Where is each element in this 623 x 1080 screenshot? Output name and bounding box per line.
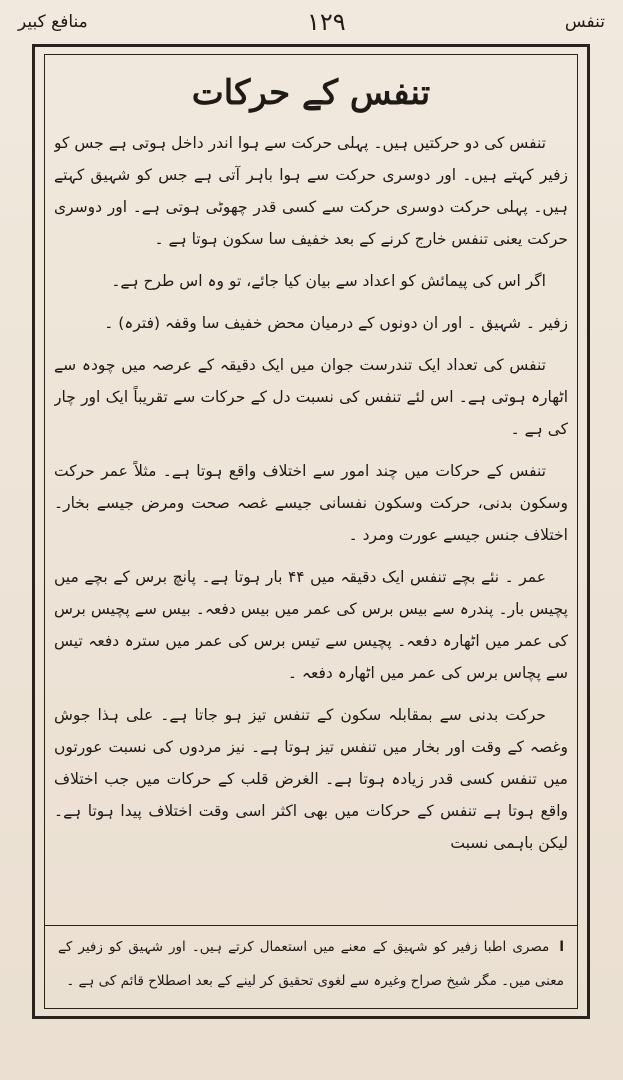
page-number: ۱۲۹ [306, 8, 346, 36]
running-head-book-title: منافع کبیر [18, 12, 88, 32]
paragraph: عمر ۔ نئے بچے تنفس ایک دقیقہ میں ۴۴ بار ہوتا ہے۔ پانچ برس کے بچے میں پچیس بار۔ پندرہ سے بیس برس کی عمر میں بیس دفعہ۔ بیس سے پچیس برس کی عمر میں اٹھارہ دفعہ۔ پچیس سے تیس برس کی عمر میں سترہ دفعہ تیس سے پچاس برس کی عمر میں اٹھارہ دفعہ ۔ [54, 568, 568, 682]
paragraph: زفیر ۔ شہیق ۔ اور ان دونوں کے درمیان محض خفیف سا وقفہ (فترہ) ۔ [104, 314, 568, 332]
paragraph: تنفس کے حرکات میں چند امور سے اختلاف واقع ہوتا ہے۔ مثلاً عمر حرکت وسکون بدنی، حرکت وسکون نفسانی جیسے غصہ صحت ومرض جیسے بخار۔ اختلاف جنس جیسے عورت ومرد ۔ [54, 462, 568, 544]
running-head [18, 6, 605, 38]
paragraph: تنفس کی تعداد ایک تندرست جوان میں ایک دقیقہ کے عرصہ میں چودہ سے اٹھارہ ہوتی ہے۔ اس لئے تنفس کی نسبت دل کے حرکات سے تقریباً ایک اور چار کی ہے ۔ [54, 356, 568, 438]
running-head-chapter: تنفس [564, 12, 605, 32]
footnote-marker: ا [559, 939, 564, 955]
footnote [58, 930, 564, 1004]
paragraph: تنفس کی دو حرکتیں ہیں۔ پہلی حرکت سے ہوا اندر داخل ہوتی ہے جس کو زفیر کہتے ہیں۔ اور دوسری حرکت سے ہوا باہر آتی ہے جس کو شہیق کہتے ہیں۔ پہلی حرکت دوسری حرکت سے کسی قدر چھوٹی ہوتی ہے۔ اور دوسری حرکت یعنی تنفس خارج کرنے کے بعد خفیف سا سکون ہوتا ہے ۔ [54, 134, 568, 248]
section-title: تنفس کے حرکات [191, 73, 431, 113]
paragraph: اگر اس کی پیمائش کو اعداد سے بیان کیا جائے، تو وہ اس طرح ہے۔ [111, 272, 546, 290]
page-content [54, 62, 568, 922]
footnote-text: مصری اطبا زفیر کو شہیق کے معنے میں استعمال کرتے ہیں۔ اور شہیق کو زفیر کے معنی میں۔ مگر شیخ صراح وغیرہ سے لغوی تحقیق کر لینے کے بعد اصطلاح قائم کی ہے ۔ [58, 939, 564, 989]
paragraph: حرکت بدنی سے بمقابلہ سکون کے تنفس تیز ہو جاتا ہے۔ علی ہذا جوش وغصہ کے وقت اور بخار میں تنفس تیز ہوتا ہے۔ نیز مردوں کی نسبت عورتوں میں تنفس کسی قدر زیادہ ہوتا ہے۔ الغرض قلب کے حرکات میں جب اختلاف واقع ہوتا ہے تنفس کے حرکات میں بھی اکثر اسی وقت اختلاف پیدا ہوتا ہے۔ لیکن باہمی نسبت [54, 706, 568, 852]
footnote-divider [44, 925, 578, 926]
